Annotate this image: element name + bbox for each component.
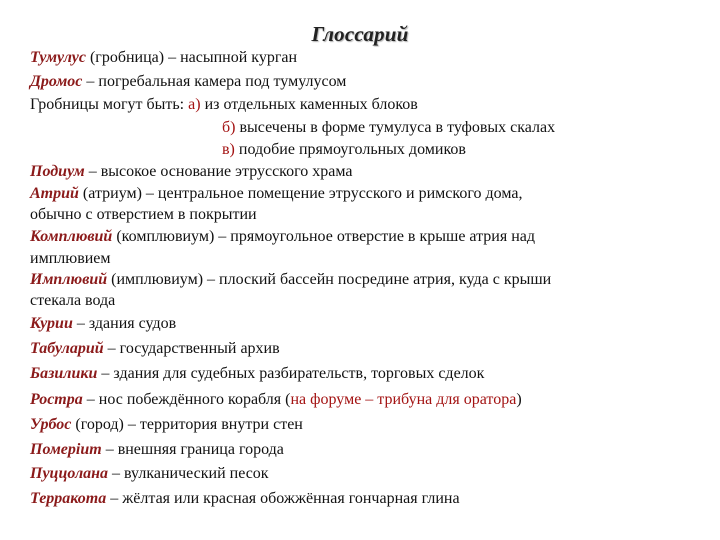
term: Пуццолана [30,465,109,482]
option-text: подобие прямоугольных домиков [234,141,466,158]
entry-podium [30,162,353,182]
definition: – нос побеждённого корабля ( [82,391,291,408]
definition: – погребальная камера под тумулусом [82,73,347,90]
entry-tombs [30,95,418,115]
definition-close: ) [516,391,522,408]
definition: (комплювиум) – прямоугольное отверстие в крыше атрия над [112,228,536,245]
entry-tabularium [30,339,280,359]
term: Терракота [30,490,107,507]
term: Померium [30,441,102,458]
option-letter: а) [188,96,201,113]
entry-impluvium-cont: стекала вода [30,292,116,309]
definition: – жёлтая или красная обожжённая гончарная глина [106,490,460,507]
definition: – вулканический песок [108,465,269,482]
term: Подиум [30,163,85,180]
entry-rostra [30,390,522,410]
entry-atrium-cont: обычно с отверстием в покрытии [30,206,257,223]
term: Дромос [30,73,83,90]
term: Тумулус [30,49,86,66]
term: Рострa [30,391,83,408]
entry-pomerium [30,440,284,460]
entry-curia [30,314,176,334]
option-letter: б) [222,119,236,136]
option-text: из отдельных каменных блоков [200,96,418,113]
entry-atrium [30,184,522,204]
definition-highlight: на форуме – трибуна для оратора [290,391,517,408]
definition: – государственный архив [103,340,280,357]
entry-compluvium [30,227,535,247]
option-text: высечены в форме тумулуса в туфовых скалах [235,119,556,136]
definition: (атриум) – центральное помещение этрусского и римского дома, [78,185,523,202]
entry-basilica [30,364,484,384]
term: Имплювий [30,271,108,288]
entry-dromos [30,72,346,92]
entry-tombs-c [222,140,466,160]
definition: (имплювиум) – плоский бассейн посредине атрия, куда с крыши [107,271,552,288]
option-letter: в) [222,141,235,158]
definition: (гробница) – насыпной курган [85,49,298,66]
definition: – высокое основание этрусского храма [84,163,353,180]
definition: Гробницы могут быть: [30,96,189,113]
term: Курии [30,315,73,332]
definition: (город) – территория внутри стен [71,416,303,433]
entry-impluvium [30,270,551,290]
entry-urbs [30,415,303,435]
term: Атрий [30,185,79,202]
definition: – внешняя граница города [101,441,284,458]
definition: – здания судов [72,315,177,332]
entry-pozzolana [30,464,269,484]
term: Табуларий [30,340,104,357]
term: Базилики [30,365,98,382]
entry-tumulus [30,48,297,68]
definition: – здания для судебных разбирательств, торговых сделок [97,365,485,382]
entry-terracotta [30,489,460,509]
entry-compluvium-cont: имплювием [30,250,111,267]
entry-tombs-b [222,118,555,138]
page-title: Глоссарий [311,22,409,46]
term: Комплювий [30,228,113,245]
term: Урбос [30,416,72,433]
